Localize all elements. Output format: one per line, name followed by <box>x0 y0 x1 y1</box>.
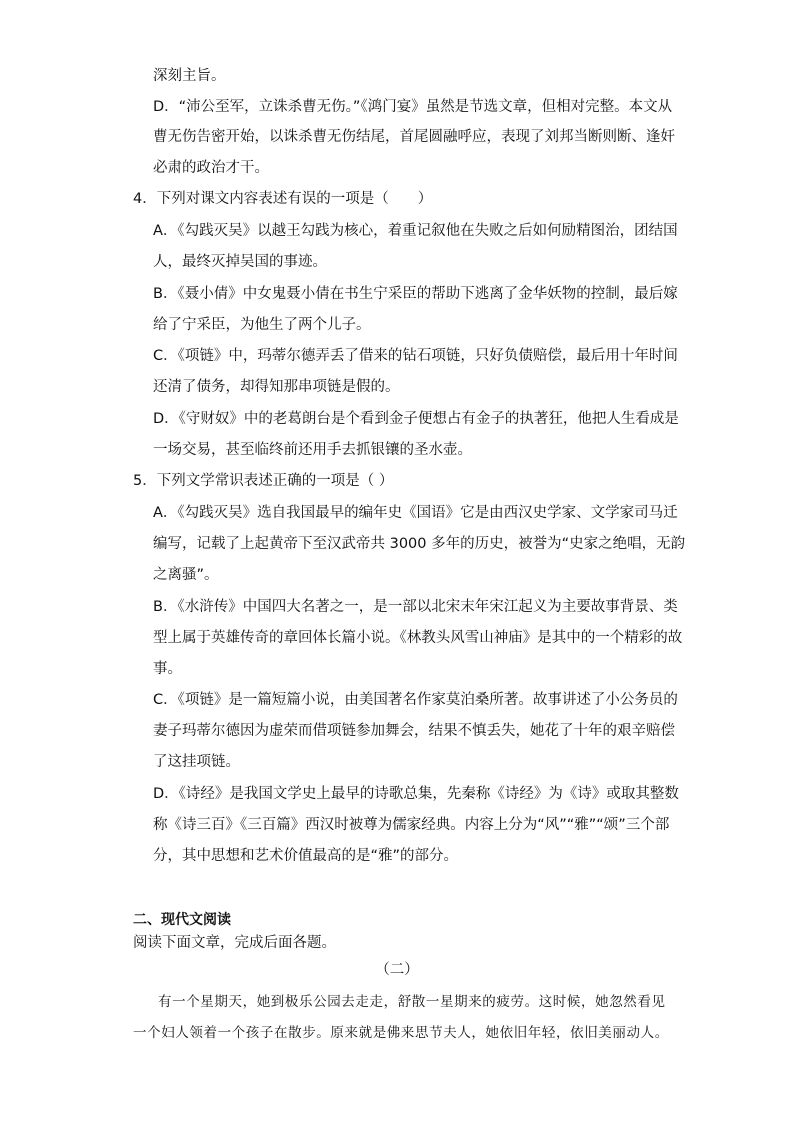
passage-line-1: 有一个星期天，她到极乐公园去走走，舒散一星期来的疲劳。这时候，她忽然看见 <box>158 994 666 1010</box>
q4-option-b-line-1: B．《聂小倩》中女鬼聂小倩在书生宁采臣的帮助下逃离了金华妖物的控制，最后嫁 <box>153 286 678 302</box>
q4-option-a-line-2: 人，最终灭掉吴国的事迹。 <box>153 254 327 270</box>
q4-option-c-line-1: C．《项链》中，玛蒂尔德弄丢了借来的钻石项链，只好负债赔偿，最后用十年时间 <box>153 348 678 364</box>
q4-option-a-line-1: A．《勾践灭吴》以越王勾践为核心，着重记叙他在失败之后如何励精图治，团结国 <box>153 223 678 239</box>
q5-option-b-line-2: 型上属于英雄传奇的章回体长篇小说。《林教头风雪山神庙》是其中的一个精彩的故 <box>153 630 683 646</box>
q4-option-c-line-2: 还清了债务，却得知那串项链是假的。 <box>153 379 400 395</box>
q5-option-c-line-3: 了这挂项链。 <box>153 754 240 770</box>
q3-d-option-line-3: 必肃的政治才干。 <box>153 160 269 176</box>
section-heading: 二、现代文阅读 <box>133 912 231 928</box>
q5-option-b-line-1: B．《水浒传》中国四大名著之一，是一部以北宋末年宋江起义为主要故事背景、类 <box>153 599 678 615</box>
q3-c-option-end: 深刻主旨。 <box>153 68 226 84</box>
q3-d-option-line-2: 曹无伤告密开始，以诛杀曹无伤结尾，首尾圆融呼应，表现了刘邦当断则断、逢奸 <box>153 129 675 145</box>
q5-option-b-line-3: 事。 <box>153 661 182 677</box>
q4-option-b-line-2: 给了宁采臣，为他生了两个儿子。 <box>153 317 371 333</box>
q4-option-d-line-2: 一场交易，甚至临终前还用手去抓银镶的圣水壶。 <box>153 442 472 458</box>
q5-option-a-line-3: 之离骚”。 <box>153 567 219 583</box>
q5-option-c-line-2: 妻子玛蒂尔德因为虚荣而借项链参加舞会，结果不慎丢失，她花了十年的艰辛赔偿 <box>153 723 675 739</box>
q5-option-a-line-1: A．《勾践灭吴》选自我国最早的编年史《国语》它是由西汉史学家、文学家司马迁 <box>153 505 678 521</box>
q4-stem: 4．下列对课文内容表述有误的一项是（ ） <box>133 191 433 207</box>
section-instruction: 阅读下面文章，完成后面各题。 <box>133 935 336 951</box>
q5-option-a-line-2: 编写，记载了上起黄帝下至汉武帝共 3000 多年的历史，被誉为“史家之绝唱，无韵 <box>153 536 686 552</box>
q5-option-d-line-2: 称《诗三百》《三百篇》西汉时被尊为儒家经典。内容上分为“风”“雅”“颂”三个部 <box>153 817 670 833</box>
passage-line-2: 一个妇人领着一个孩子在散步。原来就是佛来思节夫人，她依旧年轻，依旧美丽动人。 <box>133 1025 669 1041</box>
q5-option-d-line-1: D．《诗经》是我国文学史上最早的诗歌总集，先秦称《诗经》为《诗》或取其整数 <box>153 786 679 802</box>
q4-option-d-line-1: D．《守财奴》中的老葛朗台是个看到金子便想占有金子的执著狂，他把人生看成是 <box>153 411 679 427</box>
passage-part-title: （二） <box>375 962 419 978</box>
q5-stem: 5．下列文学常识表述正确的一项是（ ） <box>133 473 394 489</box>
q3-d-option-line-1: D．“沛公至军，立诛杀曹无伤。”《鸿门宴》虽然是节选文章，但相对完整。本文从 <box>153 99 673 115</box>
q5-option-c-line-1: C．《项链》是一篇短篇小说，由美国著名作家莫泊桑所著。故事讲述了小公务员的 <box>153 692 678 708</box>
q5-option-d-line-3: 分，其中思想和艺术价值最高的是“雅”的部分。 <box>153 848 459 864</box>
